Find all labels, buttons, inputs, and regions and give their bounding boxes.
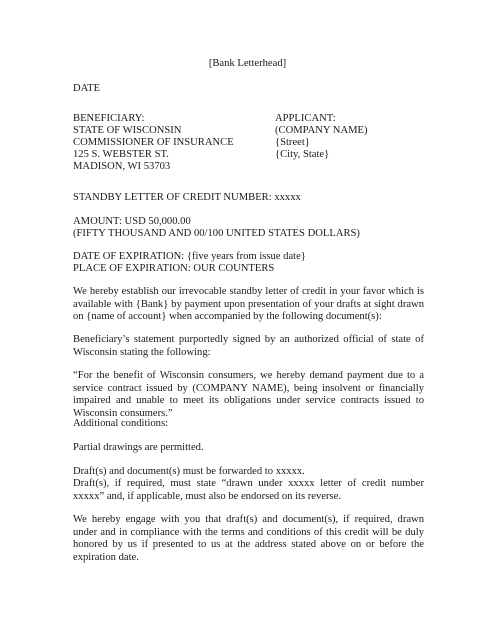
beneficiary-line-3: 125 S. WEBSTER ST.	[73, 149, 169, 160]
applicant-line-3: {City, State}	[275, 149, 330, 160]
applicant-line-2: {Street}	[275, 137, 310, 148]
paragraph-statement: Beneficiary’s statement purportedly signed by an authorized official of state of Wisconsin stating the following:	[73, 334, 424, 358]
drafts-statement: Draft(s), if required, must state “drawn under xxxxx letter of credit number xxxxx” and, if applicable, must also be endorsed on its reverse.	[73, 478, 424, 502]
beneficiary-line-4: MADISON, WI 53703	[73, 161, 171, 172]
applicant-heading: APPLICANT:	[275, 113, 336, 124]
beneficiary-heading: BENEFICIARY:	[73, 113, 145, 124]
loc-number: STANDBY LETTER OF CREDIT NUMBER: xxxxx	[73, 192, 301, 203]
paragraph-demand-quote: “For the benefit of Wisconsin consumers, we hereby demand payment due to a service contract issued by (COMPANY NAME), being insolvent or financially impaired and unable to meet its obligations under service contracts issued to Wisconsin consumers.”	[73, 370, 424, 419]
drafts-forwarding: Draft(s) and document(s) must be forwarded to xxxxx.	[73, 466, 305, 477]
paragraph-establish: We hereby establish our irrevocable standby letter of credit in your favor which is available with {Bank} by payment upon presentation of your drafts at sight drawn on {name of account} when accompanied by the following document(s):	[73, 286, 424, 323]
partial-drawings: Partial drawings are permitted.	[73, 442, 204, 453]
expiration-date: DATE OF EXPIRATION: {five years from issue date}	[73, 251, 306, 262]
letterhead: [Bank Letterhead]	[208, 58, 287, 69]
beneficiary-line-1: STATE OF WISCONSIN	[73, 125, 182, 136]
beneficiary-line-2: COMMISSIONER OF INSURANCE	[73, 137, 234, 148]
expiration-place: PLACE OF EXPIRATION: OUR COUNTERS	[73, 263, 275, 274]
amount-line-2: (FIFTY THOUSAND AND 00/100 UNITED STATES DOLLARS)	[73, 228, 360, 239]
additional-conditions-heading: Additional conditions:	[73, 418, 169, 429]
applicant-line-1: (COMPANY NAME)	[275, 125, 368, 136]
paragraph-engagement: We hereby engage with you that draft(s) and document(s), if required, drawn under and in compliance with the terms and conditions of this credit will be duly honored by us if presented to us at the address stated above on or before the expiration date.	[73, 514, 424, 563]
amount-line-1: AMOUNT: USD 50,000.00	[73, 216, 191, 227]
date-label: DATE	[73, 83, 101, 94]
